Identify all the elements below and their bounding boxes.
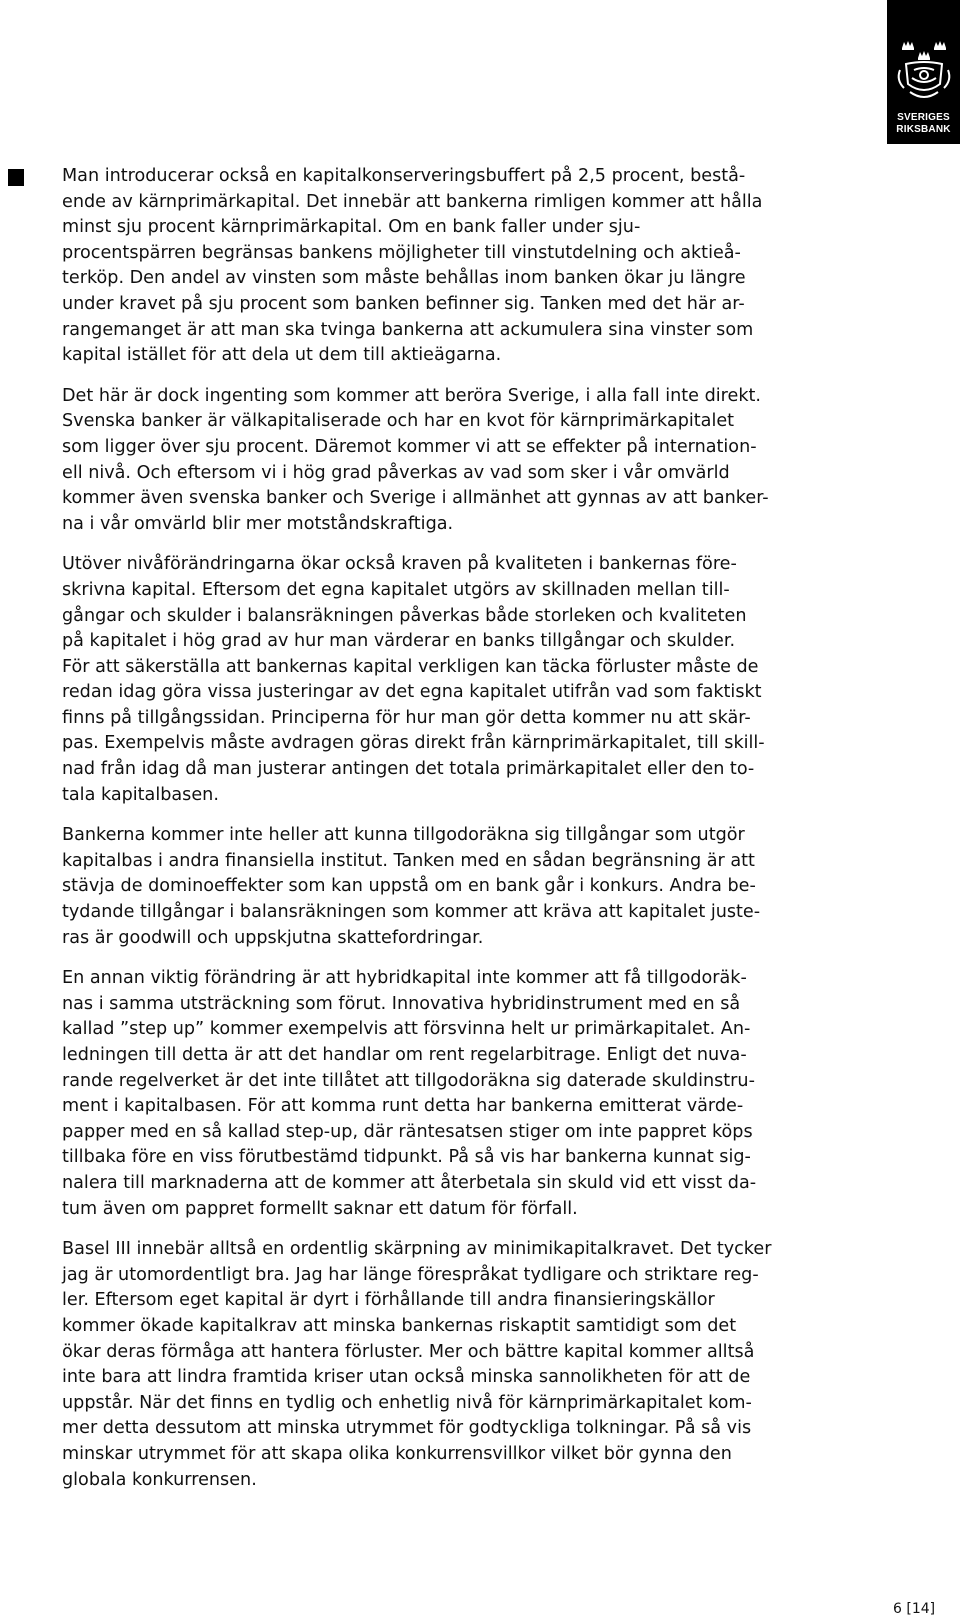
logo-text-riksbank: RIKSBANK (896, 124, 951, 135)
text-line: nas i samma utsträckning som förut. Innovativa hybridinstrument med en så (62, 993, 741, 1014)
text-line: kommer även svenska banker och Sverige i allmänhet att gynnas av att banker- (62, 488, 769, 509)
logo-text-sveriges: SVERIGES (897, 112, 950, 123)
text-line: Bankerna kommer inte heller att kunna tillgodoräkna sig tillgångar som utgör (62, 825, 745, 846)
text-line: redan idag göra vissa justeringar av det egna kapitalet utifrån vad som faktiskt (62, 682, 762, 703)
text-line: nalera till marknaderna att de kommer att återbetala sin skuld vid ett visst da- (62, 1172, 757, 1193)
text-line: rangemanget är att man ska tvinga bankerna att ackumulera sina vinster som (62, 319, 754, 340)
text-line: procentspärren begränsas bankens möjligheter till vinstutdelning och aktieå- (62, 242, 741, 263)
text-line: ledningen till detta är att det handlar om rent regelarbitrage. Enligt det nuva- (62, 1045, 747, 1065)
section-bullet-marker (8, 169, 24, 186)
text-line: gångar och skulder i balansräkningen påverkas både storleken och kvaliteten (62, 605, 747, 626)
text-line: Det här är dock ingenting som kommer att beröra Sverige, i alla fall inte direkt. (62, 385, 762, 406)
text-line: kapitalbas i andra finansiella institut. Tanken med en sådan begränsning är att (62, 850, 755, 871)
text-line: kapital istället för att dela ut dem till aktieägarna. (62, 345, 502, 366)
text-line: på kapitalet i hög grad av hur man värderar en banks tillgångar och skulder. (62, 631, 736, 652)
text-line: terköp. Den andel av vinsten som måste behållas inom banken ökar ju längre (62, 268, 746, 289)
text-line: ell nivå. Och eftersom vi i hög grad påverkas av vad som sker i vår omvärld (62, 462, 730, 483)
text-line: jag är utomordentligt bra. Jag har länge förespråkat tydligare och striktare reg- (62, 1264, 759, 1285)
text-line: under kravet på sju procent som banken befinner sig. Tanken med det här ar- (62, 293, 745, 314)
paragraph-4 (62, 823, 842, 951)
text-line: ökar deras förmåga att hantera förluster. Mer och bättre kapital kommer alltså (62, 1341, 755, 1362)
riksbank-logo (887, 0, 960, 144)
text-line: Man introducerar också en kapitalkonserveringsbuffert på 2,5 procent, bestå- (62, 166, 746, 186)
text-line: uppstår. När det finns en tydlig och enhetlig nivå för kärnprimärkapitalet kom- (62, 1392, 752, 1413)
text-line: tillbaka före en viss förutbestämd tidpunkt. På så vis har bankerna kunnat sig- (62, 1147, 751, 1168)
text-line: minst sju procent kärnprimärkapital. Om en bank faller under sju- (62, 217, 641, 238)
crown-emblem-icon (894, 40, 954, 106)
text-line: Basel III innebär alltså en ordentlig skärpning av minimikapitalkravet. Det tycker (62, 1239, 772, 1260)
text-line: kallad ”step up” kommer exempelvis att försvinna helt ur primärkapitalet. An- (62, 1019, 751, 1040)
text-line: rande regelverket är det inte tillåtet att tillgodoräkna sig daterade skuldinstru- (62, 1070, 755, 1091)
text-line: ende av kärnprimärkapital. Det innebär att bankerna rimligen kommer att hålla (62, 191, 763, 212)
text-line: skrivna kapital. Eftersom det egna kapitalet utgörs av skillnaden mellan till- (62, 579, 730, 600)
text-line: globala konkurrensen. (62, 1469, 257, 1490)
text-line: mer detta dessutom att minska utrymmet för godtyckliga tolkningar. På så vis (62, 1418, 752, 1439)
text-line: nad från idag då man justerar antingen det totala primärkapitalet eller den to- (62, 759, 755, 780)
text-line: tum även om pappret formellt saknar ett datum för förfall. (62, 1198, 578, 1219)
paragraph-3 (62, 552, 842, 808)
paragraph-2 (62, 384, 842, 538)
text-line: tala kapitalbasen. (62, 784, 219, 805)
text-line: papper med en så kallad step-up, där räntesatsen stiger om inte pappret köps (62, 1121, 753, 1142)
text-line: ras är goodwill och uppskjutna skattefordringar. (62, 927, 484, 948)
text-line: En annan viktig förändring är att hybridkapital inte kommer att få tillgodoräk- (62, 968, 747, 989)
text-line: ment i kapitalbasen. För att komma runt detta har bankerna emitterat värde- (62, 1096, 744, 1117)
text-line: Utöver nivåförändringarna ökar också kraven på kvaliteten i bankernas före- (62, 554, 737, 575)
page-number: 6 [14] (893, 1601, 936, 1617)
paragraph-1 (62, 164, 842, 369)
text-line: Svenska banker är välkapitaliserade och har en kvot för kärnprimärkapitalet (62, 411, 735, 432)
text-line: inte bara att lindra framtida kriser utan också minska sannolikheten för att de (62, 1367, 751, 1388)
text-line: kommer ökade kapitalkrav att minska bankernas riskaptit samtidigt som det (62, 1315, 737, 1336)
text-line: finns på tillgångssidan. Principerna för hur man gör detta kommer nu att skär- (62, 707, 751, 728)
text-line: ler. Eftersom eget kapital är dyrt i förhållande till andra finansieringskällor (62, 1290, 715, 1311)
document-body (62, 164, 842, 1508)
text-line: pas. Exempelvis måste avdragen göras direkt från kärnprimärkapitalet, till skill- (62, 733, 765, 754)
text-line: För att säkerställa att bankernas kapital verkligen kan täcka förluster måste de (62, 656, 759, 677)
text-line: tydande tillgångar i balansräkningen som kommer att kräva att kapitalet juste- (62, 902, 761, 923)
paragraph-5 (62, 966, 842, 1222)
text-line: minskar utrymmet för att skapa olika konkurrensvillkor vilket bör gynna den (62, 1443, 732, 1464)
text-line: som ligger över sju procent. Däremot kommer vi att se effekter på internation- (62, 436, 757, 457)
text-line: na i vår omvärld blir mer motståndskraftiga. (62, 513, 454, 534)
paragraph-6 (62, 1237, 842, 1493)
text-line: stävja de dominoeffekter som kan uppstå om en bank går i konkurs. Andra be- (62, 876, 756, 897)
